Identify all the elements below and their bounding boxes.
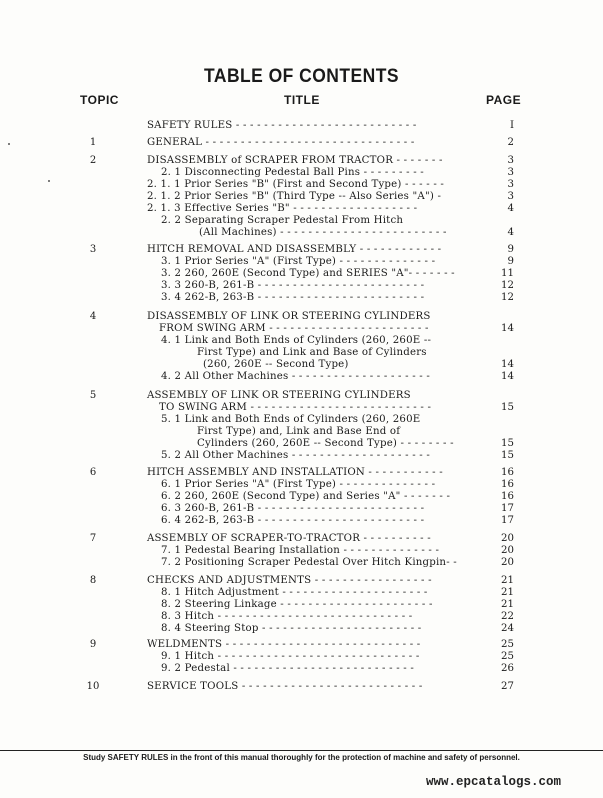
topic-number: 2	[89, 155, 97, 166]
toc-entry-title: 2. 1. 2 Prior Series "B" (Third Type -- Also Series "A") -	[147, 191, 442, 202]
topic-number: 5	[89, 390, 97, 401]
page-title: TABLE OF CONTENTS	[204, 66, 399, 87]
toc-page-number: 9	[507, 256, 514, 267]
page-column-header: PAGE	[486, 93, 522, 107]
toc-entry-title: TO SWING ARM - - - - - - - - - - - - - - - - - - - - - - - - - -	[159, 402, 432, 413]
toc-entry-title: 9. 1 Hitch - - - - - - - - - - - - - - - - - - - - - - - - - - - - -	[161, 651, 420, 662]
topic-number: 10	[86, 681, 100, 692]
toc-page-number: 2	[507, 137, 514, 148]
toc-entry-title: 5. 1 Link and Both Ends of Cylinders (260, 260E	[161, 414, 421, 425]
toc-entry-title: 3. 1 Prior Series "A" (First Type) - - - - - - - - - - - - - -	[161, 256, 436, 267]
toc-entry-title: 8. 4 Steering Stop - - - - - - - - - - - - - - - - - - - - - - -	[161, 623, 422, 634]
toc-page-number: 16	[501, 479, 514, 490]
toc-page-number: 24	[501, 623, 514, 634]
toc-entry-title: 7. 2 Positioning Scraper Pedestal Over Hitch Kingpin- -	[161, 557, 457, 568]
toc-page-number: 4	[507, 227, 514, 238]
toc-entry-title: First Type) and Link and Base of Cylinders	[197, 347, 427, 358]
toc-page-number: 27	[501, 681, 514, 692]
toc-entry-title: 7. 1 Pedestal Bearing Installation - - - - - - - - - - - - - -	[161, 545, 440, 556]
toc-page-number: 9	[507, 244, 514, 255]
toc-page-number: 3	[507, 179, 514, 190]
toc-entry-title: 2. 1. 1 Prior Series "B" (First and Second Type) - - - - - -	[147, 179, 445, 190]
topic-number: 9	[89, 639, 97, 650]
toc-entry-title: 8. 1 Hitch Adjustment - - - - - - - - - - - - - - - - - - - - -	[161, 587, 428, 598]
toc-page-number: 21	[501, 599, 514, 610]
toc-page-number: 15	[501, 450, 514, 461]
topic-number: 4	[89, 311, 97, 322]
toc-page-number: 11	[501, 268, 514, 279]
toc-entry-title: SERVICE TOOLS - - - - - - - - - - - - - - - - - - - - - - - - - -	[147, 681, 423, 692]
toc-page-number: 25	[501, 651, 514, 662]
toc-page-number: 17	[501, 515, 514, 526]
toc-entry-title: 3. 4 262-B, 263-B - - - - - - - - - - - - - - - - - - - - - - - -	[161, 292, 425, 303]
toc-page-number: 3	[507, 155, 514, 166]
toc-page-number: 25	[501, 639, 514, 650]
topic-number: 7	[89, 533, 97, 544]
topic-number: 3	[89, 244, 97, 255]
toc-entry-title: ASSEMBLY OF SCRAPER-TO-TRACTOR - - - - - - - - - -	[147, 533, 431, 544]
toc-entry-title: 9. 2 Pedestal - - - - - - - - - - - - - - - - - - - - - - - - - -	[161, 663, 415, 674]
toc-page-number: 12	[501, 280, 514, 291]
toc-entry-title: ASSEMBLY OF LINK OR STEERING CYLINDERS	[147, 390, 411, 401]
toc-entry-title: 3. 3 260-B, 261-B - - - - - - - - - - - - - - - - - - - - - - - -	[161, 280, 425, 291]
toc-entry-title: 4. 2 All Other Machines - - - - - - - - - - - - - - - - - - - -	[161, 371, 430, 382]
toc-entry-title: 3. 2 260, 260E (Second Type) and SERIES "A"- - - - - - -	[161, 268, 455, 279]
toc-page-number: 14	[501, 323, 514, 334]
toc-page-number: 15	[501, 402, 514, 413]
toc-entry-title: 5. 2 All Other Machines - - - - - - - - - - - - - - - - - - - -	[161, 450, 430, 461]
toc-entry-title: (260, 260E -- Second Type)	[203, 359, 349, 370]
toc-entry-title: 2. 1. 3 Effective Series "B" - - - - - - - - - - - - - - - - - -	[147, 203, 418, 214]
toc-entry-title: 2. 1 Disconnecting Pedestal Ball Pins - - - - - - - - -	[161, 167, 424, 178]
toc-page-number: 16	[501, 491, 514, 502]
toc-page-number: 21	[501, 575, 514, 586]
toc-page-number: 16	[501, 467, 514, 478]
toc-entry-title: 6. 2 260, 260E (Second Type) and Series "A" - - - - - - -	[161, 491, 451, 502]
toc-entry-title: 2. 2 Separating Scraper Pedestal From Hitch	[161, 215, 404, 226]
toc-page-number: 22	[501, 611, 514, 622]
toc-page-number: 26	[501, 663, 514, 674]
toc-page-number: 14	[501, 359, 514, 370]
toc-entry-title: 4. 1 Link and Both Ends of Cylinders (260, 260E --	[161, 335, 432, 346]
toc-page-number: 4	[507, 203, 514, 214]
toc-entry-title: FROM SWING ARM - - - - - - - - - - - - - - - - - - - - - - -	[159, 323, 429, 334]
toc-entry-title: SAFETY RULES - - - - - - - - - - - - - - - - - - - - - - - - - -	[147, 120, 417, 131]
toc-entry-title: HITCH ASSEMBLY AND INSTALLATION - - - - - - - - - - -	[147, 467, 443, 478]
toc-page-number: 20	[501, 533, 514, 544]
topic-number: 6	[89, 467, 97, 478]
toc-entry-title: 6. 4 262-B, 263-B - - - - - - - - - - - - - - - - - - - - - - - -	[161, 515, 425, 526]
toc-page-number: 20	[501, 557, 514, 568]
toc-page-number: 15	[501, 438, 514, 449]
toc-entry-title: CHECKS AND ADJUSTMENTS - - - - - - - - - - - - - - - - -	[147, 575, 432, 586]
watermark: www.epcatalogs.com	[425, 775, 561, 789]
toc-page-number: 14	[501, 371, 514, 382]
toc-entry-title: GENERAL - - - - - - - - - - - - - - - - - - - - - - - - - - - - - -	[147, 137, 415, 148]
toc-entry-title: (All Machines) - - - - - - - - - - - - - - - - - - - - - - - -	[199, 227, 447, 238]
toc-page-number: I	[509, 120, 514, 131]
scan-speck	[48, 180, 50, 182]
toc-entry-title: First Type) and, Link and Base End of	[197, 426, 401, 437]
toc-entry-title: DISASSEMBLY OF LINK OR STEERING CYLINDERS	[147, 311, 431, 322]
topic-number: 8	[89, 575, 97, 586]
title-column-header: TITLE	[284, 93, 320, 107]
toc-entry-title: WELDMENTS - - - - - - - - - - - - - - - - - - - - - - - - - - - -	[147, 639, 421, 650]
toc-entry-title: 6. 1 Prior Series "A" (First Type) - - - - - - - - - - - - - -	[161, 479, 436, 490]
toc-entry-title: HITCH REMOVAL AND DISASSEMBLY - - - - - - - - - - - -	[147, 244, 442, 255]
toc-entry-title: 8. 3 Hitch - - - - - - - - - - - - - - - - - - - - - - - - - - - -	[161, 611, 413, 622]
toc-page-number: 21	[501, 587, 514, 598]
toc-page-number: 17	[501, 503, 514, 514]
toc-page-number: 3	[507, 167, 514, 178]
scan-speck	[8, 143, 10, 145]
toc-page-number: 12	[501, 292, 514, 303]
toc-entry-title: 8. 2 Steering Linkage - - - - - - - - - - - - - - - - - - - - - -	[161, 599, 433, 610]
toc-page-number: 20	[501, 545, 514, 556]
toc-entry-title: 6. 3 260-B, 261-B - - - - - - - - - - - - - - - - - - - - - - - -	[161, 503, 425, 514]
safety-footer-note: Study SAFETY RULES in the front of this manual thoroughly for the protection of machine and safety of personnel.	[83, 753, 520, 762]
toc-entry-title: Cylinders (260, 260E -- Second Type) - - - - - - - -	[197, 438, 454, 449]
topic-column-header: TOPIC	[80, 93, 119, 107]
toc-page-number: 3	[507, 191, 514, 202]
topic-number: 1	[89, 137, 97, 148]
footer-divider	[0, 750, 603, 751]
toc-entry-title: DISASSEMBLY of SCRAPER FROM TRACTOR - - - - - - -	[147, 155, 443, 166]
